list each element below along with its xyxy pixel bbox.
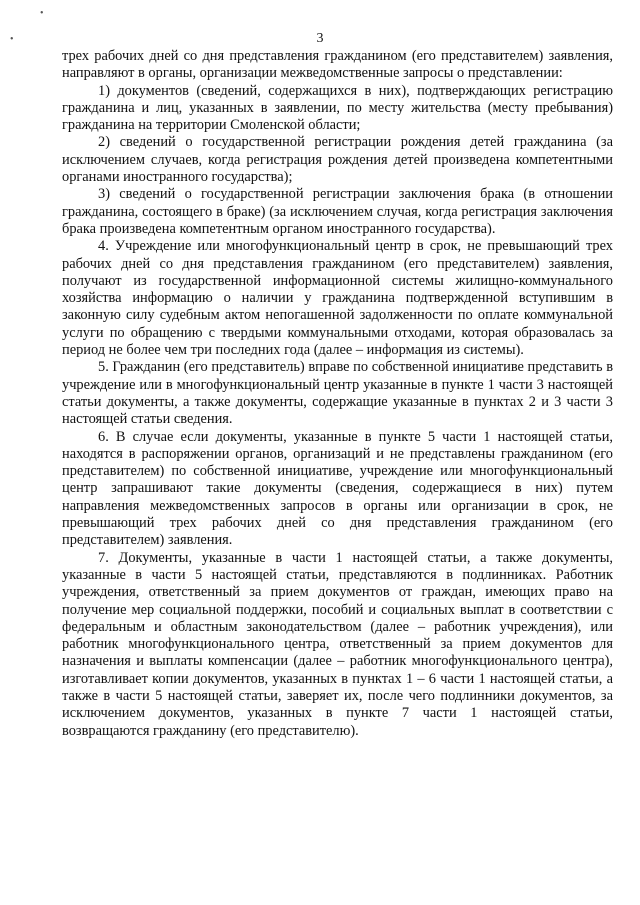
paragraph-item-2: 2) сведений о государственной регистрации рождения детей гражданина (за исключением случаев, когда регистрация рождения детей произведена компетентными органами иностранного государства); (62, 134, 613, 186)
document-body (62, 48, 613, 740)
paragraph-7: 7. Документы, указанные в части 1 настоящей статьи, а также документы, указанные в части 5 настоящей статьи, представляются в подлинниках. Работник учреждения, ответственный за прием документов от граждан, имеющих право на получение мер социальной поддержки, пособий и социальных выплат в соответствии с федеральным и областным законодательством (далее – работник учреждения), или работник многофункционального центра, ответственный за прием документов для назначения и выплаты компенсации (далее – работник многофункционального центра), изготавливает копии документов, указанных в пунктах 1 – 6 части 1 настоящей статьи, а также в части 5 настоящей статьи, заверяет их, после чего подлинники документов, за исключением документов, указанных в пункте 7 части 1 настоящей статьи, возвращаются гражданину (его представителю). (62, 549, 613, 739)
paragraph-4: 4. Учреждение или многофункциональный центр в срок, не превышающий трех рабочих дней со дня представления гражданином (его представителем) заявления, получают из государственной информационной системы жилищно-коммунального хозяйства информацию о наличии у гражданина подтвержденной вступившим в законную силу судебным актом непогашенной задолженности по оплате коммунальной услуги по обращению с твердыми коммунальными отходами, которая образовалась за период не более чем три последних года (далее – информация из системы). (62, 238, 613, 359)
paragraph-item-1: 1) документов (сведений, содержащихся в них), подтверждающих регистрацию гражданина и лиц, указанных в заявлении, по месту жительства (месту пребывания) гражданина на территории Смоленской области; (62, 82, 613, 134)
scan-speck: • (40, 8, 44, 19)
scan-speck: • (10, 34, 14, 45)
paragraph-6: 6. В случае если документы, указанные в пункте 5 части 1 настоящей статьи, находятся в распоряжении органов, организаций и не представлены гражданином (его представителем) по собственной инициативе, учреждение или многофункциональный центр запрашивают такие документы (сведения, содержащиеся в них) путем направления межведомственных запросов в органы или организации в срок, не превышающий трех рабочих дней со дня представления гражданином (его представителем) заявления. (62, 428, 613, 549)
paragraph-item-3: 3) сведений о государственной регистрации заключения брака (в отношении гражданина, состоящего в браке) (за исключением случая, когда регистрация заключения брака произведена компетентным органом иностранного государства). (62, 186, 613, 237)
paragraph-5: 5. Гражданин (его представитель) вправе по собственной инициативе представить в учреждение или в многофункциональный центр указанные в пункте 1 части 3 настоящей статьи документы, а также документы, содержащие указанные в пунктах 2 и 3 части 3 настоящей статьи сведения. (62, 359, 613, 428)
paragraph-continuation: трех рабочих дней со дня представления гражданином (его представителем) заявления, направляют в органы, организации межведомственные запросы о представлении: (62, 48, 613, 82)
page-number: 3 (316, 31, 324, 46)
